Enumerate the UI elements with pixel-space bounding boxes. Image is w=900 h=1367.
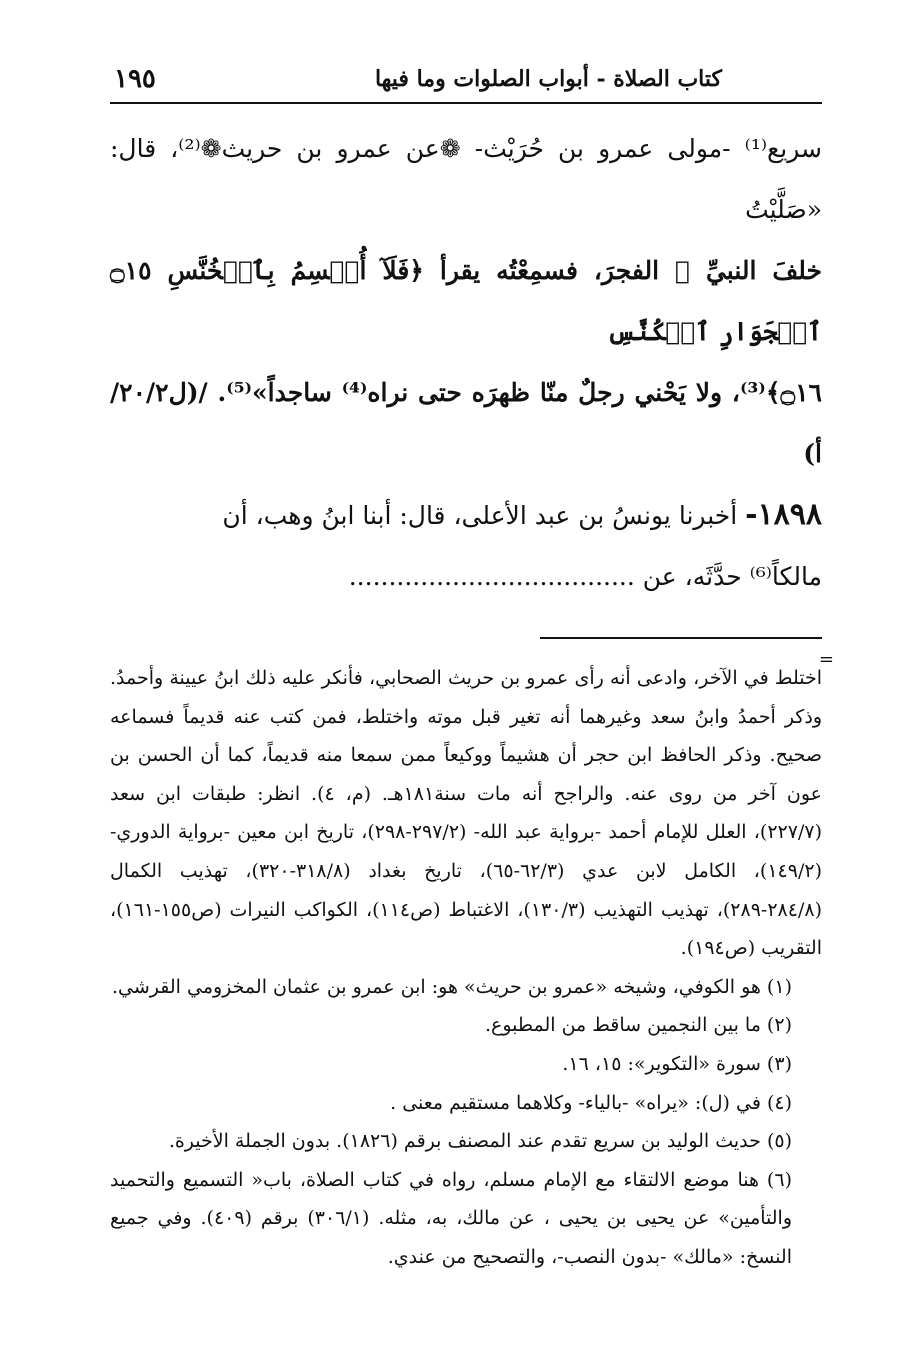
footnote-item: (٣) سورة «التكوير»: ١٥، ١٦.	[562, 1052, 792, 1075]
main-line	[110, 546, 822, 607]
main-line	[110, 118, 822, 240]
running-header	[110, 64, 822, 104]
document-page	[110, 64, 834, 1277]
page-number: ١٩٥	[114, 64, 156, 94]
main-line	[110, 362, 822, 484]
main-text	[110, 118, 822, 607]
main-line-3: ۝١٦﴾⁽³⁾، ولا يَحْني رجلٌ منّا ظهرَه حتى نراه⁽⁴⁾ ساجداً»⁽⁵⁾. /(ل٢٠/٢/أ)	[110, 378, 822, 468]
main-line	[110, 240, 822, 362]
footnote-item: (١) هو الكوفي، وشيخه «عمرو بن حريث» هو: ابن عمرو بن عثمان المخزومي القرشي.	[111, 975, 792, 998]
footnote-item: (٢) ما بين النجمين ساقط من المطبوع.	[484, 1014, 792, 1037]
footnotes	[110, 659, 822, 1277]
main-line-4: أخبرنا يونسُ بن عبد الأعلى، قال: أبنا ابنُ وهب، أن	[222, 501, 746, 530]
main-line-2: خلفَ النبيِّ ﷺ الفجرَ، فسمِعْتُه يقرأ ﴿فَلَآ أُقۡسِمُ بِٱلۡخُنَّسِ ۝١٥ ٱلۡجَوَارِ ٱلۡكُنَّسِ	[110, 256, 822, 346]
footnote-item: (٤) في (ل): «يراه» -بالياء- وكلاهما مستقيم معنى .	[390, 1091, 792, 1114]
footnote-separator-area	[110, 607, 834, 670]
hadith-number: ١٨٩٨-	[745, 497, 822, 532]
footnote-continuation: اختلط في الآخر، وادعى أنه رأى عمرو بن حريث الصحابي، فأنكر عليه ذلك ابنُ عيينة وأحمدُ. وذكر أحمدُ وابنُ سعد وغيرهما أنه تغير قبل موته واختلط، فمن كتب عنه قديماً فسماعه صحيح. وذكر الحافظ ابن حجر أن هشيماً ووكيعاً ممن سمعا منه قديماً، كما أن الحسن بن عون آخر من روى عنه. والراجح أنه مات سنة١٨١هـ. (م، ٤). انظر: طبقات ابن سعد (٢٢٧/٧)، العلل للإمام أحمد -برواية عبد الله- (٢٩٧/٢-٢٩٨)، تاريخ ابن معين -برواية الدوري- (١٤٩/٢)، الكامل لابن عدي (٦٢/٣-٦٥)، تاريخ بغداد (٣١٨/٨-٣٢٠)، تهذيب الكمال (٢٨٤/٨-٢٨٩)، تهذيب التهذيب (١٣٠/٣)، الاغتباط (ص١١٤)، الكواكب النيرات (ص١٥٥-١٦١)، التقريب (ص١٩٤).	[110, 667, 822, 960]
footnote-item: (٦) هنا موضع الالتقاء مع الإمام مسلم، رواه في كتاب الصلاة، باب« التسميع والتحميد والتأمين» عن يحيى بن يحيى ، عن مالك، به، مثله. (٣٠٦/١) برقم (٤٠٩). وفي جميع النسخ: «مالك» -بدون النصب-، والتصحيح من عندي.	[110, 1168, 793, 1268]
continuation-mark: =	[818, 649, 834, 670]
footnote-item: (٥) حديث الوليد بن سريع تقدم عند المصنف برقم (١٨٢٦). بدون الجملة الأخيرة.	[168, 1130, 792, 1153]
chapter-title: كتاب الصلاة - أبواب الصلوات وما فيها	[374, 66, 722, 92]
footnote-separator	[540, 637, 822, 639]
hadith-entry	[110, 484, 822, 546]
main-line-5: مالكاً⁽⁶⁾ حدَّثَه، عن ....................................	[348, 562, 822, 591]
main-line-1: سريع⁽¹⁾ -مولى عمرو بن حُرَيْث- ❁عن عمرو بن حريث❁⁽²⁾، قال: «صَلَّيْتُ	[110, 134, 823, 224]
